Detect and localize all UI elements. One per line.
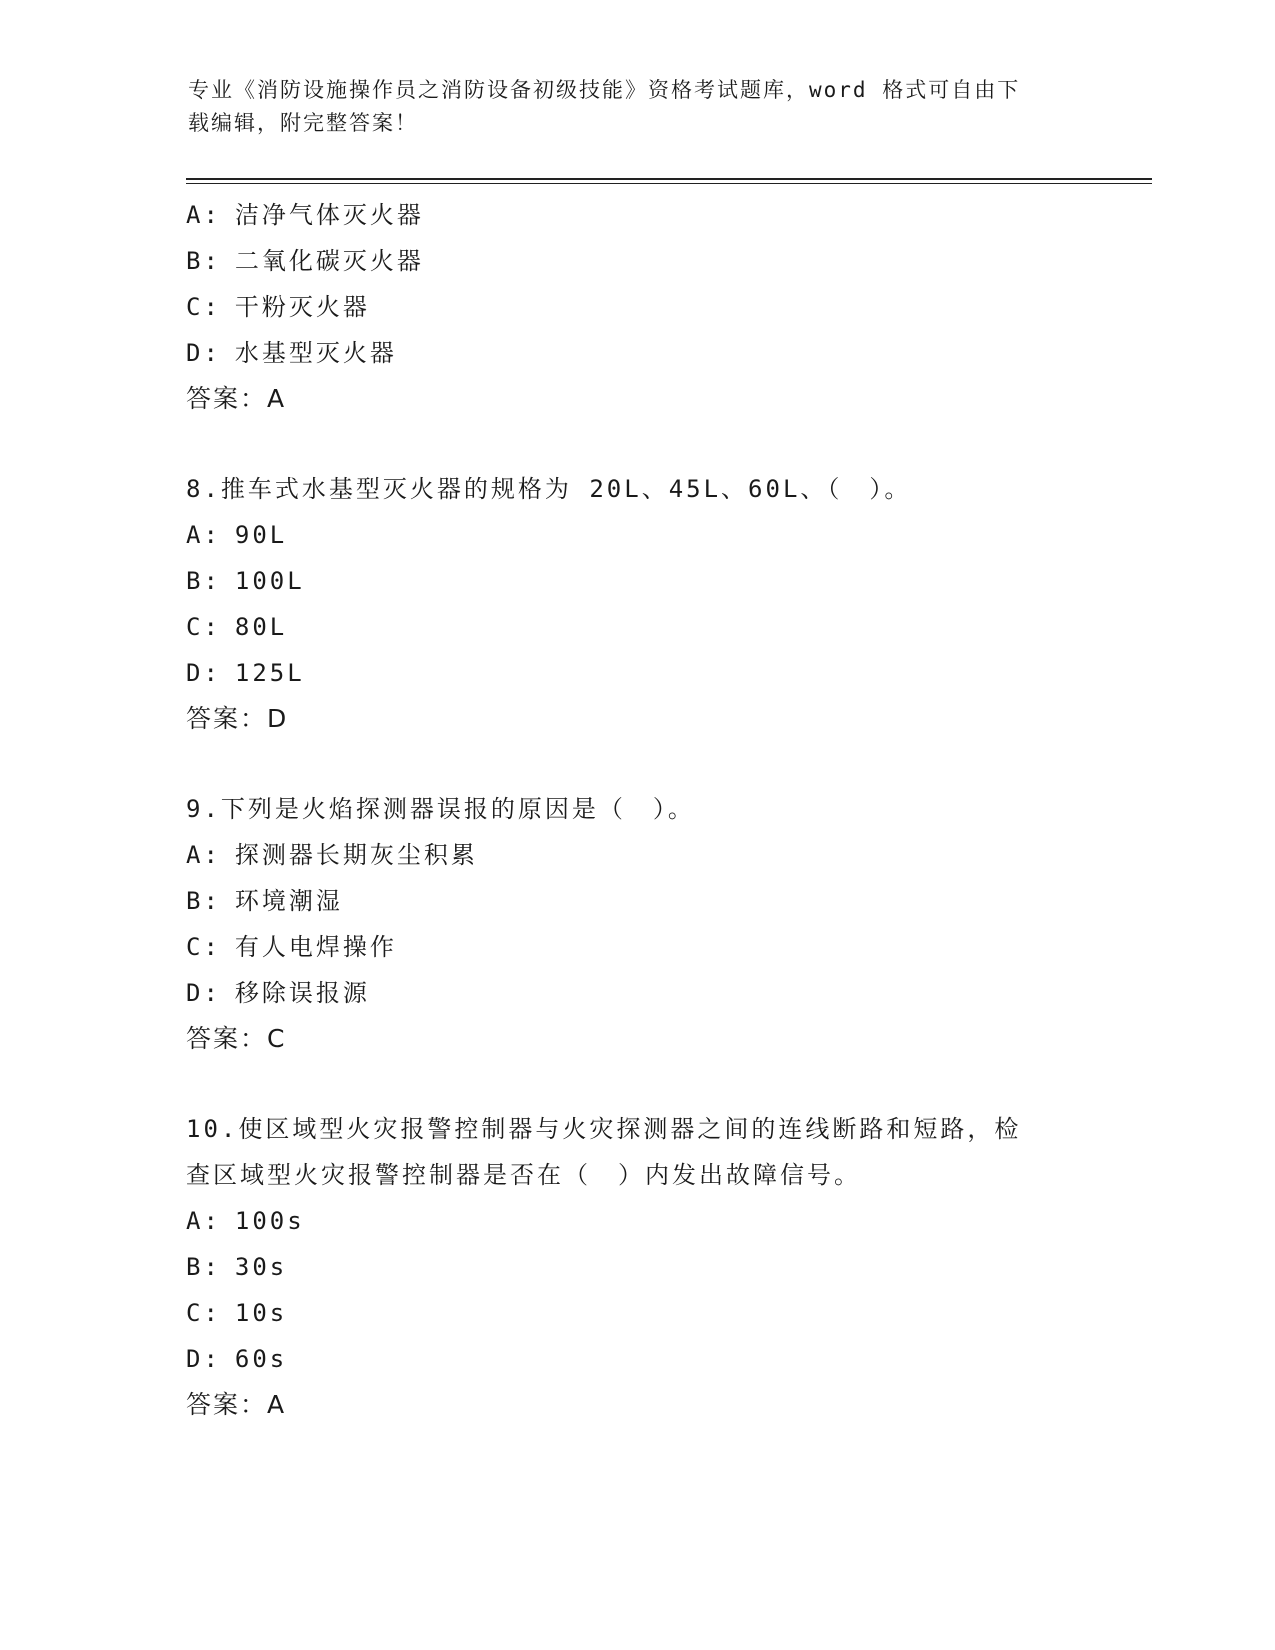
question-7 [186, 192, 1086, 422]
question-stem: 8.推车式水基型灭火器的规格为 20L、45L、60L、（ ）。 [186, 475, 912, 503]
header-line-2: 载编辑，附完整答案！ [188, 111, 418, 135]
question-list [186, 192, 1086, 1428]
option-d: D: 水基型灭火器 [186, 339, 397, 367]
option-d: D: 移除误报源 [186, 979, 370, 1007]
option-c: C: 有人电焊操作 [186, 933, 397, 961]
option-c: C: 干粉灭火器 [186, 293, 370, 321]
question-stem-line-2: 查区域型火灾报警控制器是否在（ ）内发出故障信号。 [186, 1161, 861, 1189]
question-stem-line-1: 10.使区域型火灾报警控制器与火灾探测器之间的连线断路和短路，检 [186, 1115, 1022, 1143]
question-8 [186, 466, 1086, 742]
question-stem: 9.下列是火焰探测器误报的原因是（ ）。 [186, 795, 695, 823]
question-9 [186, 786, 1086, 1062]
option-a: A: 洁净气体灭火器 [186, 201, 424, 229]
option-a: A: 100s [186, 1207, 305, 1235]
header-divider [186, 178, 1152, 184]
option-d: D: 125L [186, 659, 305, 687]
option-b: B: 100L [186, 567, 305, 595]
option-a: A: 探测器长期灰尘积累 [186, 841, 478, 869]
option-c: C: 80L [186, 613, 288, 641]
option-d: D: 60s [186, 1345, 288, 1373]
option-b: B: 二氧化碳灭火器 [186, 247, 424, 275]
document-header [188, 74, 1068, 140]
option-a: A: 90L [186, 521, 288, 549]
option-b: B: 30s [186, 1253, 288, 1281]
answer: 答案：C [186, 1024, 287, 1053]
answer: 答案：A [186, 1390, 287, 1419]
option-b: B: 环境潮湿 [186, 887, 343, 915]
question-10 [186, 1106, 1086, 1428]
option-c: C: 10s [186, 1299, 288, 1327]
header-line-1: 专业《消防设施操作员之消防设备初级技能》资格考试题库，word 格式可自由下 [188, 78, 1021, 102]
answer: 答案：A [186, 384, 287, 413]
answer: 答案：D [186, 704, 289, 733]
